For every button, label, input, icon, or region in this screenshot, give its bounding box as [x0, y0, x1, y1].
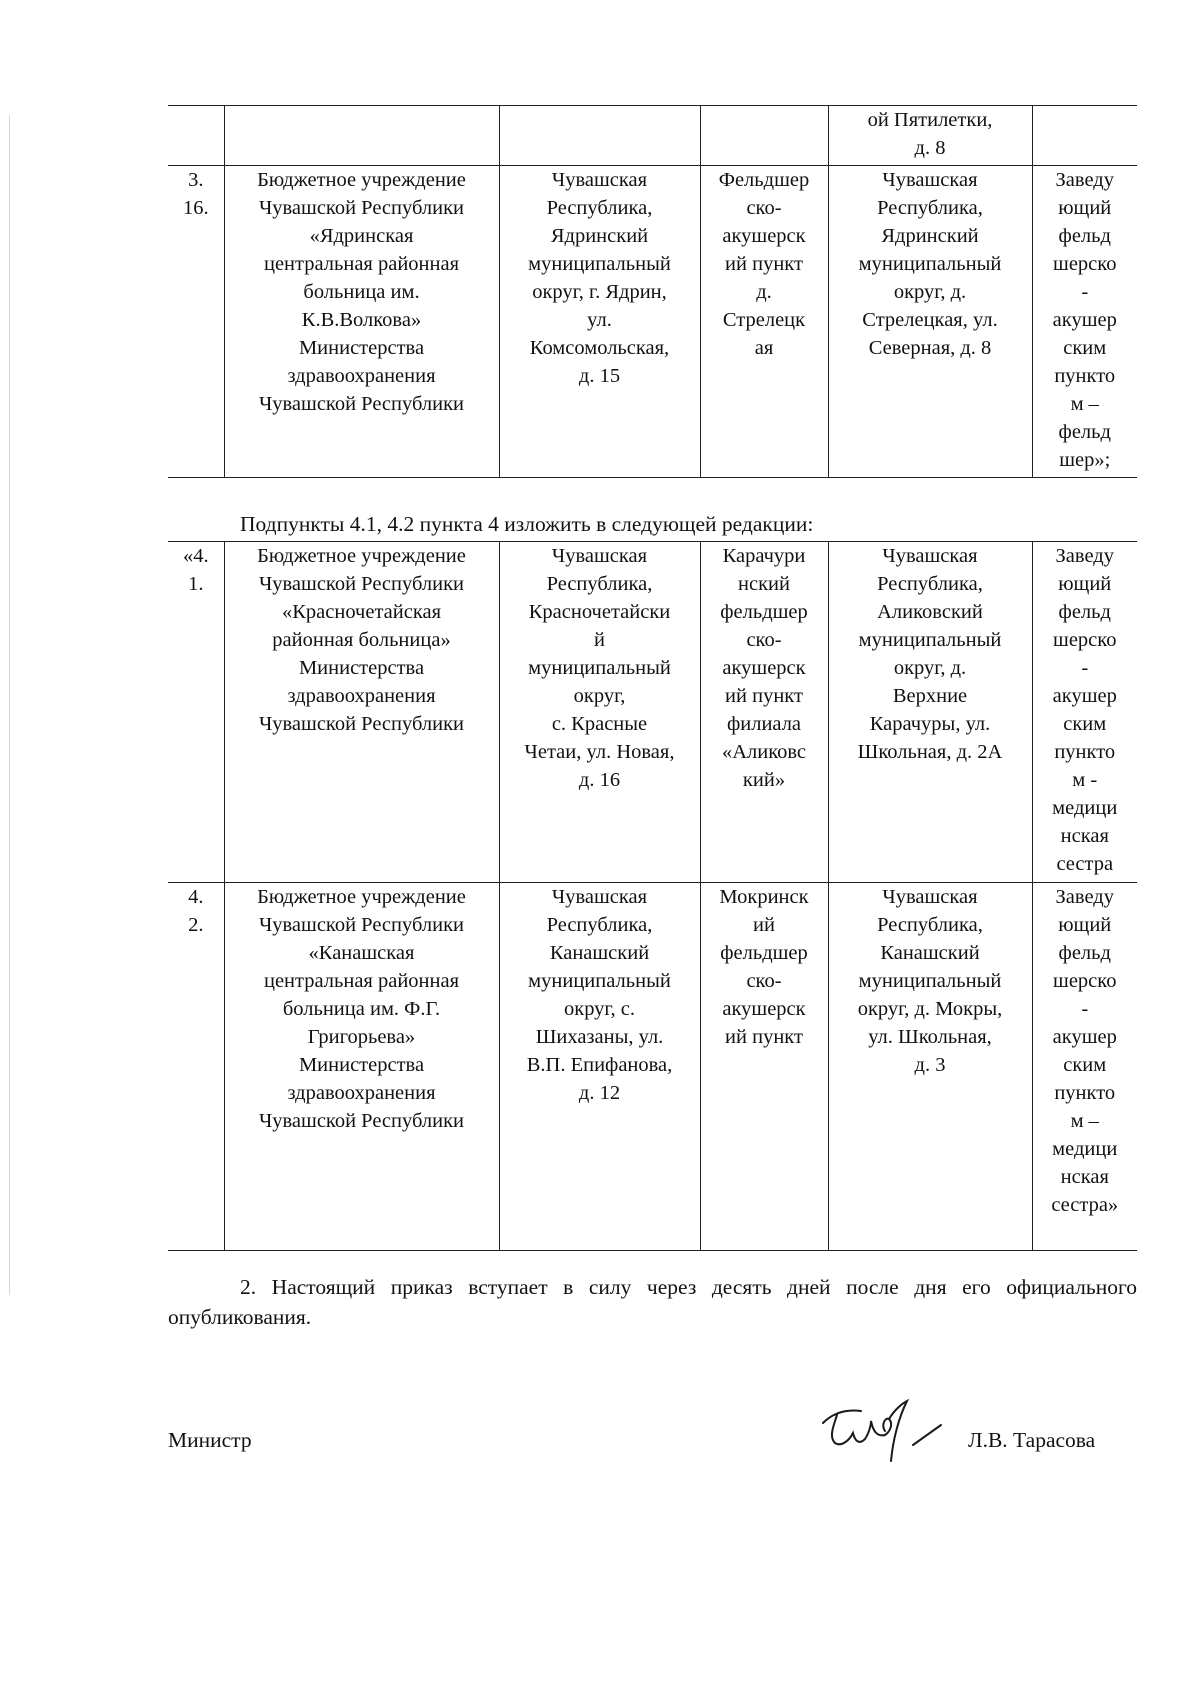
- medical-point-cell: Карачури нский фельдшер ско- акушерск ий пункт филиала «Аликовс кий»: [700, 542, 828, 883]
- effective-date-paragraph: 2. Настоящий приказ вступает в силу через десять дней после дня его официального опубликования.: [168, 1275, 1137, 1329]
- institution-address-cell: Чувашская Республика, Красночетайски й муниципальный округ, с. Красные Четаи, ул. Новая, д. 16: [499, 542, 700, 883]
- table-row: [168, 166, 1137, 478]
- position-cell: [1032, 106, 1137, 166]
- position-cell: Заведу ющий фельд шерско - акушер ским пункто м – медици нская сестра»: [1032, 883, 1137, 1251]
- institution-address-cell: [499, 106, 700, 166]
- amendment-intro-text: Подпункты 4.1, 4.2 пункта 4 изложить в следующей редакции:: [240, 512, 814, 536]
- position-cell: Заведу ющий фельд шерско - акушер ским пункто м - медици нская сестра: [1032, 542, 1137, 883]
- signatory-title: Министр: [168, 1428, 252, 1452]
- institutions-table-amended: [168, 541, 1137, 1251]
- row-number-cell: «4. 1.: [168, 542, 224, 883]
- position-cell: Заведу ющий фельд шерско - акушер ским пункто м – фельд шер»;: [1032, 166, 1137, 478]
- row-number-cell: 4. 2.: [168, 883, 224, 1251]
- medical-point-address-cell: Чувашская Республика, Канашский муниципальный округ, д. Мокры, ул. Школьная, д. 3: [828, 883, 1032, 1251]
- signatory-name: Л.В. Тарасова: [968, 1428, 1096, 1452]
- institution-address-cell: Чувашская Республика, Ядринский муниципальный округ, г. Ядрин, ул. Комсомольская, д. 15: [499, 166, 700, 478]
- scan-margin-line: [9, 115, 10, 1295]
- table-row: [168, 542, 1137, 883]
- institution-cell: [224, 106, 499, 166]
- handwritten-signature: [815, 1395, 955, 1470]
- institution-address-cell: Чувашская Республика, Канашский муниципальный округ, с. Шихазаны, ул. В.П. Епифанова, д. 12: [499, 883, 700, 1251]
- institution-cell: Бюджетное учреждение Чувашской Республики «Красночетайская районная больница» Министерства здравоохранения Чувашской Республики: [224, 542, 499, 883]
- medical-point-cell: Мокринск ий фельдшер ско- акушерск ий пункт: [700, 883, 828, 1251]
- row-number-cell: 3. 16.: [168, 166, 224, 478]
- medical-point-cell: [700, 106, 828, 166]
- medical-point-address-cell: ой Пятилетки, д. 8: [828, 106, 1032, 166]
- table-row: [168, 883, 1137, 1251]
- medical-point-address-cell: Чувашская Республика, Ядринский муниципальный округ, д. Стрелецкая, ул. Северная, д. 8: [828, 166, 1032, 478]
- table-row: [168, 106, 1137, 166]
- institution-cell: Бюджетное учреждение Чувашской Республики «Ядринская центральная районная больница им. К.В.Волкова» Министерства здравоохранения Чувашской Республики: [224, 166, 499, 478]
- medical-point-address-cell: Чувашская Республика, Аликовский муниципальный округ, д. Верхние Карачуры, ул. Школьная, д. 2А: [828, 542, 1032, 883]
- institutions-table-continued: [168, 105, 1137, 478]
- institution-cell: Бюджетное учреждение Чувашской Республики «Канашская центральная районная больница им. Ф.Г. Григорьева» Министерства здравоохранения Чувашской Республики: [224, 883, 499, 1251]
- medical-point-cell: Фельдшер ско- акушерск ий пункт д. Стрелецк ая: [700, 166, 828, 478]
- row-number-cell: [168, 106, 224, 166]
